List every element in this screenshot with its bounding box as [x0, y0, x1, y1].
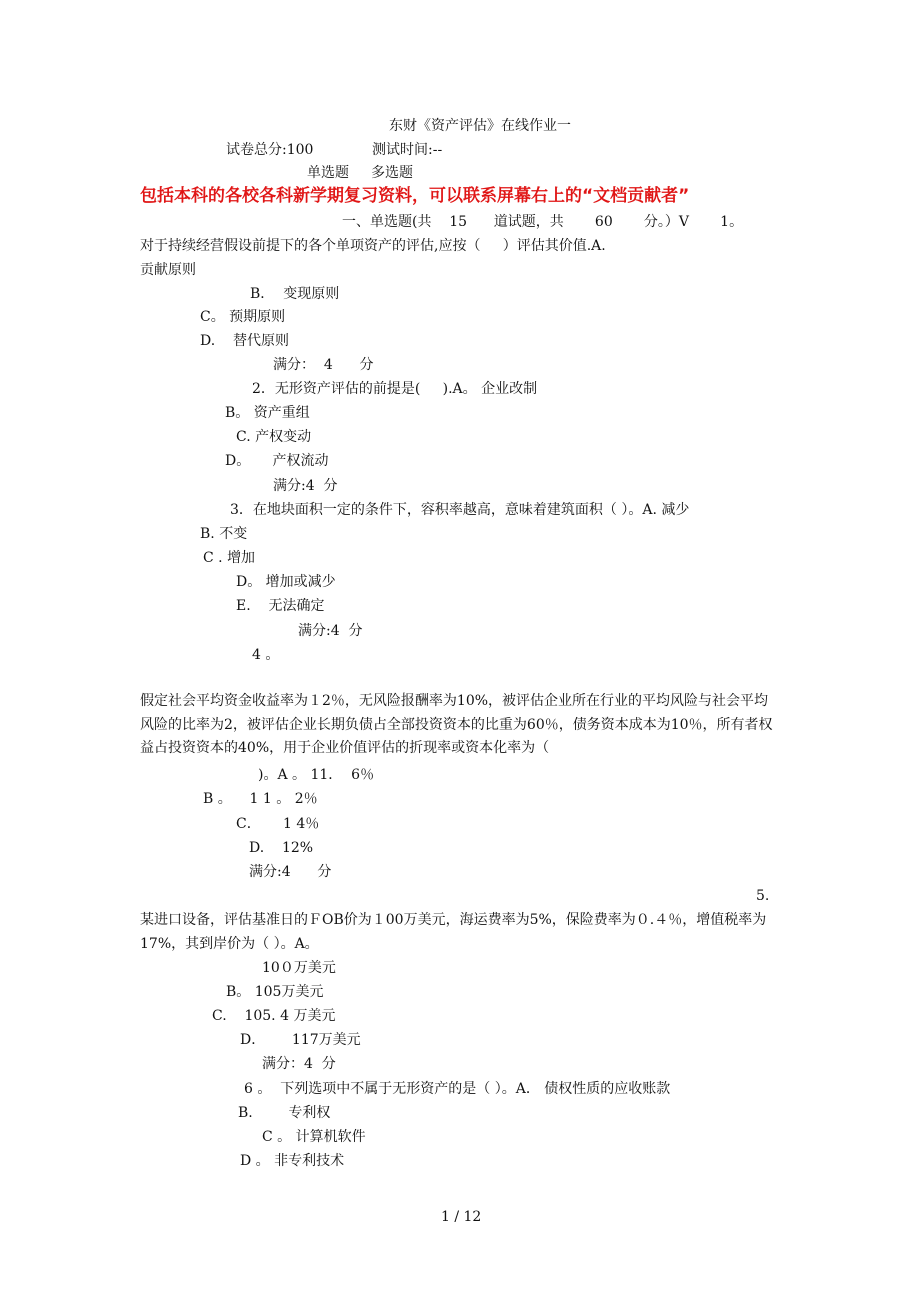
option-c: C。 预期原则 [200, 309, 286, 325]
option-e: E. 无法确定 [236, 598, 325, 614]
option-b: B。 资产重组 [225, 405, 310, 421]
option-c: C． 1 4％ [236, 816, 320, 832]
option-d: D 。 非专利技术 [240, 1153, 345, 1169]
option-b: B. 不变 [200, 526, 248, 542]
section-header: 一、单选题(共 15 道试题，共 60 分。）V 1。 [342, 214, 744, 230]
document-title: 东财《资产评估》在线作业一 [389, 118, 571, 134]
option-d: D． 117万美元 [240, 1032, 361, 1048]
option-c: C . 增加 [203, 550, 256, 566]
option-b: B． 变现原则 [250, 286, 340, 302]
option-b: B 。 1 1 。 2％ [203, 791, 318, 807]
option-a: 贡献原则 [140, 262, 196, 278]
question-stem: 3．在地块面积一定的条件下，容积率越高，意味着建筑面积（ ）。A. 减少 [230, 502, 690, 518]
option-c: C. 105. 4 万美元 [212, 1008, 336, 1024]
question-score: 满分:4 分 [298, 623, 363, 639]
option-d: D。 产权流动 [225, 453, 329, 469]
option-b: B. 专利权 [238, 1105, 331, 1121]
question-score: 满分：4 分 [262, 1056, 336, 1072]
question-number: 4 。 [252, 647, 280, 663]
option-b: B。 105万美元 [226, 984, 324, 1000]
option-d: D. 12% [249, 840, 314, 856]
option-a: 10０万美元 [262, 960, 336, 976]
question-type-single: 单选题 [307, 165, 349, 181]
option-d: D。 增加或减少 [236, 574, 336, 590]
question-score: 满分:4 分 [273, 478, 338, 494]
promo-notice: 包括本科的各校各科新学期复习资料，可以联系屏幕右上的“文档贡献者” [140, 186, 690, 206]
page-number: 1 / 12 [441, 1209, 482, 1225]
option-c: C 。 计算机软件 [262, 1129, 366, 1145]
question-score: 满分： 4 分 [273, 357, 374, 373]
question-stem: 2．无形资产评估的前提是( ).A。 企业改制 [252, 381, 538, 397]
question-stem: 某进口设备，评估基准日的ＦOB价为１00万美元，海运费率为5%，保险费率为０.４％，增值税率为17%，其到岸价为（ ）。A。 [140, 912, 767, 952]
question-number: 5. [756, 888, 770, 904]
question-type-multi: 多选题 [371, 165, 413, 181]
exam-time: 测试时间:-- [372, 142, 443, 158]
question-stem: 对于持续经营假设前提下的各个单项资产的评估,应按（ ）评估其价值.A. [140, 238, 606, 254]
option-a: )。A 。 11． 6％ [258, 767, 375, 783]
question-score: 满分:4 分 [249, 864, 332, 880]
option-d: D. 替代原则 [200, 333, 289, 349]
question-stem: 假定社会平均资金收益率为１2％，无风险报酬率为10%，被评估企业所在行业的平均风险与社会平均风险的比率为2，被评估企业长期负债占全部投资资本的比重为60％，债务资本成本为10％，所有者权益占投资资本的40%，用于企业价值评估的折现率或资本化率为（ [140, 693, 773, 756]
exam-total-score: 试卷总分:100 [226, 142, 314, 158]
question-stem: 6 。 下列选项中不属于无形资产的是（ ）。A． 债权性质的应收账款 [244, 1081, 671, 1097]
option-c: C. 产权变动 [236, 429, 312, 445]
